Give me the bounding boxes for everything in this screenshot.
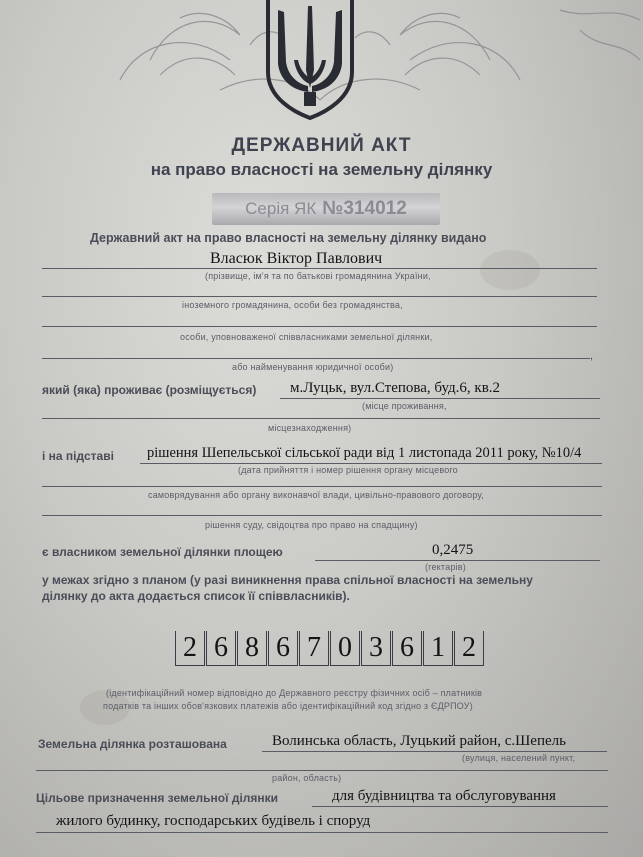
- plan-text-1: у межах згідно з планом (у разі виникнення права спільної власності на земельну: [42, 573, 533, 587]
- caption-owner-4: або найменування юридичної особи): [232, 362, 394, 372]
- owner-name: Власюк Віктор Павлович: [210, 250, 383, 267]
- residence-label: який (яка) проживає (розміщується): [42, 383, 257, 397]
- id-digit: 1: [423, 631, 453, 666]
- id-digit: 6: [206, 631, 236, 666]
- id-digit: 2: [454, 631, 484, 666]
- id-digit: 3: [361, 631, 391, 666]
- id-digit: 6: [268, 631, 298, 666]
- id-digit: 8: [237, 631, 267, 666]
- caption-id-2: податків та інших обов'язкових платежів або ідентифікаційний код згідно з ЄДРПОУ): [103, 701, 473, 711]
- location-label: Земельна ділянка розташована: [38, 737, 227, 751]
- caption-id-1: (ідентифікаційний номер відповідно до Державного реєстру фізичних осіб – платників: [106, 688, 483, 698]
- trident-coat-of-arms-icon: [264, 0, 356, 120]
- caption-basis-1: (дата прийняття і номер рішення органу місцевого: [238, 465, 458, 475]
- location-value: Волинська область, Луцький район, с.Шепель: [272, 733, 566, 749]
- caption-owner-1: (прізвище, ім'я та по батькові громадянина України,: [205, 271, 431, 281]
- basis-value: рішення Шепельської сільської ради від 1 листопада 2011 року, №10/4: [147, 445, 582, 461]
- purpose-label: Цільове призначення земельної ділянки: [36, 791, 279, 805]
- land-deed-document: ДЕРЖАВНИЙ АКТ на право власності на земельну ділянку Серія ЯК №314012 Державний акт на право власності на земельну ділянку видано Власюк Віктор Павлович (прізвище, ім'я та по батькові громадянина України, іноземного громадянина, особи без громадянства, особи, уповноваженої співвласниками земельної ділянки, , або найменування юридичної особи) який (яка) проживає (розміщується) м.Луцьк, вул.Степова, буд.6, кв.2 (місце проживання, місцезнаходження) і на підставі рішення Шепельської сільської ради від 1 листопада 2011 року, №10/4 (дата прийняття і номер рішення органу місцевого самоврядування або органу виконавчої влади, цивільно-правового договору, рішення суду, свідоцтва про право на спадщину) є власником земельної ділянки площею 0,2475 (гектарів) у межах згідно з планом (у разі виникнення права спільної власності на земельну ділянку до акта додається список її співвласників). 2 6 8 6 7 0 3 6 1 2 (ідентифікаційний номер відповідно до Державного реєстру фізичних осіб – платників податків та інших обов'язкових платежів або ідентифікаційний код згідно з ЄДРПОУ) Земельна ділянка розташована Волинська область, Луцький район, с.Шепель (вулиця, населений пункт, район, область) Цільове призначення земельної ділянки для будівництва та обслуговування жилого будинку, господарських будівель і споруд: [0, 0, 643, 857]
- caption-location-2: район, область): [272, 773, 342, 783]
- id-digit: 2: [175, 631, 205, 666]
- caption-location-1: (вулиця, населений пункт,: [462, 753, 576, 763]
- caption-residence-2: місцезнаходження): [268, 423, 352, 433]
- caption-basis-2: самоврядування або органу виконавчої влади, цивільно-правового договору,: [148, 490, 484, 500]
- area-value: 0,2475: [432, 542, 474, 558]
- caption-area: (гектарів): [425, 562, 466, 572]
- series-label: Серія ЯК: [245, 199, 317, 218]
- id-digit: 7: [299, 631, 329, 666]
- series-number: №314012: [322, 198, 407, 219]
- purpose-value-1: для будівництва та обслуговування: [332, 788, 556, 804]
- document-subtitle: на право власності на земельну ділянку: [150, 160, 493, 179]
- plan-text-2: ділянку до акта додається список її співвласників).: [42, 589, 350, 603]
- purpose-value-2: жилого будинку, господарських будівель і споруд: [56, 813, 371, 829]
- document-title: ДЕРЖАВНИЙ АКТ: [231, 135, 412, 156]
- issued-to-text: Державний акт на право власності на земельну ділянку видано: [90, 231, 487, 245]
- caption-owner-3: особи, уповноваженої співвласниками земельної ділянки,: [180, 332, 433, 342]
- basis-label: і на підставі: [42, 449, 114, 463]
- caption-basis-3: рішення суду, свідоцтва про право на спадщину): [205, 520, 418, 530]
- id-digit: 0: [330, 631, 360, 666]
- caption-residence-1: (місце проживання,: [362, 401, 447, 411]
- id-digit: 6: [392, 631, 422, 666]
- identification-number: [175, 631, 485, 666]
- caption-owner-2: іноземного громадянина, особи без громадянства,: [182, 300, 403, 310]
- area-label: є власником земельної ділянки площею: [42, 545, 283, 559]
- series-badge: [212, 193, 440, 225]
- residence-value: м.Луцьк, вул.Степова, буд.6, кв.2: [290, 380, 501, 396]
